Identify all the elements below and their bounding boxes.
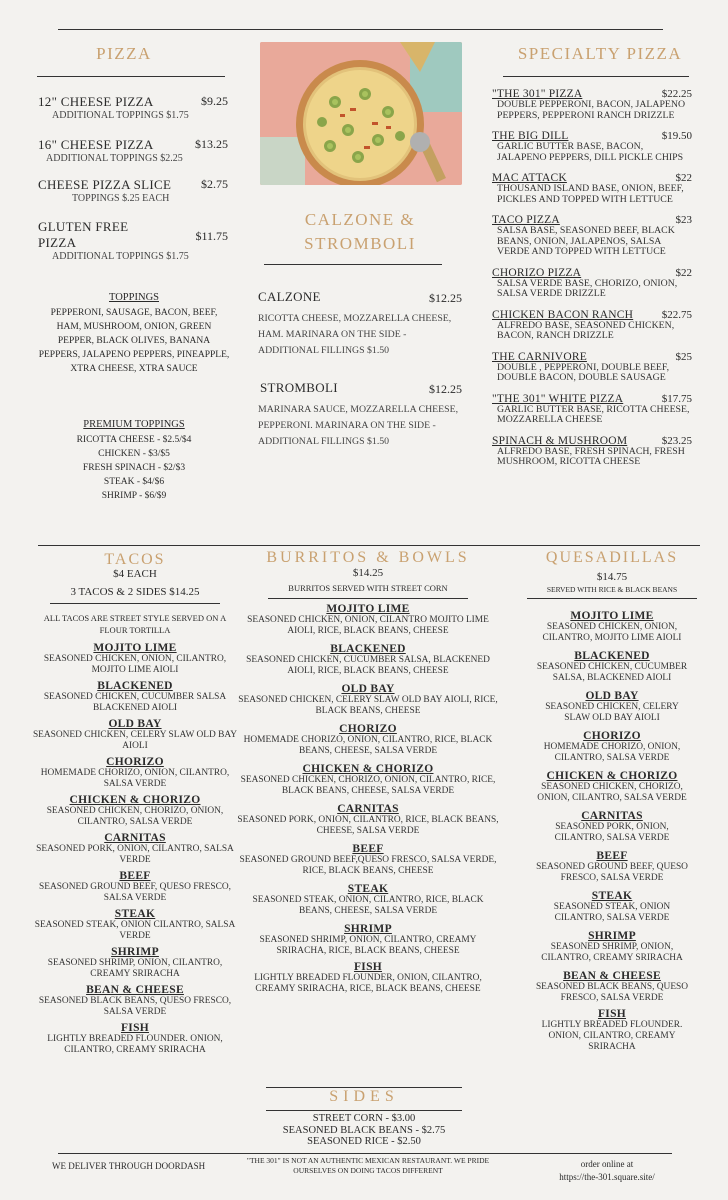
burrito-item-name: STEAK [347,883,389,895]
taco-item [30,908,240,942]
pizza-item-sub: ADDITIONAL TOPPINGS $1.75 [52,110,189,121]
burrito-item [236,883,500,917]
side-item: SEASONED BLACK BEANS - $2.75 [282,1124,446,1136]
premium-topping: RICOTTA CHEESE - $2.5/$4 [76,435,192,445]
specialty-list [492,88,692,477]
calzone-heading: CALZONE & STROMBOLI [304,210,416,253]
burrito-item-name: MOJITO LIME [326,603,410,615]
calzone-item-desc: RICOTTA CHEESE, MOZZARELLA CHEESE, HAM. MARINARA ON THE SIDE - ADDITIONAL FILLINGS $1.50 [258,313,452,356]
tacos-rule [50,603,220,604]
quesadillas-price: $14.75 [596,571,628,583]
taco-item-desc: SEASONED BLACK BEANS, QUESO FRESCO, SALSA VERDE [38,996,232,1017]
premium-topping: STEAK - $4/$6 [103,477,165,487]
quesadilla-item [512,1008,712,1053]
calzone-item [258,380,462,450]
burrito-item-name: BLACKENED [330,643,406,655]
burrito-item-desc: SEASONED GROUND BEEF,QUESO FRESCO, SALSA VERDE, RICE, BLACK BEANS, CHEESE [239,855,497,876]
premium-toppings-title: PREMIUM TOPPINGS [83,419,185,430]
specialty-item [492,351,692,384]
taco-item-desc: SEASONED PORK, ONION, CILANTRO, SALSA VERDE [36,844,234,865]
burrito-item [236,643,500,677]
calzone-item [258,289,462,359]
side-item: STREET CORN - $3.00 [312,1113,416,1124]
quesadilla-item-name: FISH [597,1008,627,1020]
pizza-item [38,137,228,164]
toppings-title: TOPPINGS [109,292,159,303]
quesadilla-item-desc: LIGHTLY BREADED FLOUNDER. ONION, CILANTRO, CREAMY SRIRACHA [541,1020,683,1052]
burrito-item-desc: SEASONED CHICKEN, CELERY SLAW OLD BAY AIOLI, RICE, BLACK BEANS, CHEESE [238,695,498,716]
pizza-item [38,177,228,204]
taco-item-name: BEAN & CHEESE [86,984,184,996]
taco-item [30,794,240,828]
specialty-item-price: $19.50 [661,130,692,142]
specialty-item-price: $25 [675,350,692,363]
taco-item [30,718,240,752]
pizza-item-name: 12" CHEESE PIZZA [38,94,154,109]
burrito-item [236,603,500,637]
quesadilla-item-desc: SEASONED GROUND BEEF, QUESO FRESCO, SALSA VERDE [536,862,688,883]
footer-order-online [522,1158,692,1184]
taco-item-desc: HOMEMADE CHORIZO, ONION, CILANTRO, SALSA VERDE [40,768,230,789]
footer-order-link[interactable]: https://the-301.square.site/ [559,1172,655,1182]
pizza-item-price: $9.25 [201,94,228,108]
taco-item-name: MOJITO LIME [93,642,177,654]
pizza-rule [37,76,225,77]
specialty-rule [503,76,689,77]
quesadilla-item-name: BEAN & CHEESE [563,970,661,982]
specialty-item-desc: DOUBLE PEPPERONI, BACON, JALAPENO PEPPERS, PEPPERONI RANCH DRIZZLE [497,99,686,121]
sides-bottom-rule [266,1110,462,1111]
specialty-heading: SPECIALTY PIZZA [517,44,683,63]
specialty-item-price: $23.25 [661,434,692,447]
burritos-section [236,549,500,999]
calzone-rule [264,264,442,265]
burritos-note: BURRITOS SERVED WITH STREET CORN [288,583,448,593]
premium-toppings-list [38,433,230,503]
burrito-item-desc: SEASONED CHICKEN, ONION, CILANTRO MOJITO LIME AIOLI, RICE, BLACK BEANS, CHEESE [247,615,489,636]
tacos-combo-price: 3 TACOS & 2 SIDES $14.25 [70,586,200,598]
pizza-item-price: $11.75 [195,229,228,243]
quesadilla-item-desc: SEASONED BLACK BEANS, QUESO FRESCO, SALSA VERDE [535,982,689,1003]
pizza-item-name: CHEESE PIZZA SLICE [38,177,172,192]
quesadilla-item-name: OLD BAY [585,690,639,702]
quesadilla-item-desc: SEASONED CHICKEN, CHORIZO, ONION, CILANTRO, SALSA VERDE [537,782,687,803]
burrito-item-name: OLD BAY [341,683,395,695]
burrito-item-desc: LIGHTLY BREADED FLOUNDER, ONION, CILANTRO, CREAMY SRIRACHA, RICE, BLACK BEANS, CHEESE [254,973,482,994]
burrito-item-desc: SEASONED CHICKEN, CHORIZO, ONION, CILANTRO, RICE, BLACK BEANS, CHEESE, SALSA VERDE [240,775,496,796]
calzone-item-desc: MARINARA SAUCE, MOZZARELLA CHEESE, PEPPERONI. MARINARA ON THE SIDE - ADDITIONAL FILLINGS $1.50 [258,404,459,447]
quesadillas-heading: QUESADILLAS [545,549,679,566]
specialty-item [492,309,692,342]
specialty-item-name: CHORIZO PIZZA [492,266,582,279]
burrito-item-name: CHICKEN & CHORIZO [302,763,434,775]
specialty-item-name: SPINACH & MUSHROOM [492,434,628,447]
quesadilla-item-desc: SEASONED PORK, ONION, CILANTRO, SALSA VERDE [554,822,670,843]
specialty-item-name: MAC ATTACK [492,172,567,184]
specialty-item-name: "THE 301" PIZZA [492,88,583,100]
pizza-heading: PIZZA [96,44,152,63]
quesadilla-item [512,610,712,644]
burritos-price: $14.25 [352,567,384,579]
specialty-item-name: THE BIG DILL [492,130,569,142]
tacos-section [30,551,240,1060]
calzone-item-name: CALZONE [258,289,321,304]
tacos-price-each: $4 EACH [113,568,157,580]
premium-topping: CHICKEN - $3/$5 [98,449,170,459]
quesadillas-note: SERVED WITH RICE & BLACK BEANS [546,585,678,594]
pizza-item-price: $13.25 [195,137,228,151]
quesadilla-item-name: CHORIZO [583,730,641,742]
specialty-item [492,267,692,300]
taco-item-desc: SEASONED STEAK, ONION CILANTRO, SALSA VERDE [34,920,236,941]
quesadilla-item-name: BEEF [596,850,628,862]
pizza-item-name: GLUTEN FREE PIZZA [38,219,129,250]
pizza-item [38,219,228,262]
quesadilla-item-desc: SEASONED STEAK, ONION CILANTRO, SALSA VERDE [553,902,671,923]
premium-toppings-block [38,419,230,503]
quesadilla-item [512,890,712,924]
specialty-item-desc: ALFREDO BASE, FRESH SPINACH, FRESH MUSHROOM, RICOTTA CHEESE [497,445,685,467]
burrito-item [236,961,500,995]
taco-item [30,1022,240,1056]
taco-item-desc: SEASONED CHICKEN, CUCUMBER SALSA BLACKENED AIOLI [43,692,227,713]
specialty-item-price: $22.75 [661,308,692,321]
specialty-item-desc: GARLIC BUTTER BASE, RICOTTA CHEESE, MOZZARELLA CHEESE [497,403,690,425]
footer-order-label: order online at [580,1159,634,1169]
taco-item-name: CHORIZO [106,756,164,768]
calzone-item-name: STROMBOLI [260,380,338,395]
specialty-item [492,88,692,121]
burrito-item-name: FISH [353,961,383,973]
burrito-item [236,923,500,957]
specialty-item [492,130,692,163]
taco-item-name: SHRIMP [111,946,159,958]
toppings-list: PEPPERONI, SAUSAGE, BACON, BEEF, HAM, MUSHROOM, ONION, GREEN PEPPER, BLACK OLIVES, BANANA PEPPERS, JALAPENO PEPPERS, PINEAPPLE, XTRA CHEESE, XTRA SAUCE [38,308,230,374]
quesadilla-item-desc: SEASONED CHICKEN, CELERY SLAW OLD BAY AIOLI [545,702,679,723]
quesadilla-item [512,810,712,844]
taco-item-name: CARNITAS [104,832,166,844]
taco-item [30,870,240,904]
burrito-item-name: SHRIMP [344,923,392,935]
taco-item-desc: SEASONED GROUND BEEF, QUESO FRESCO, SALSA VERDE [39,882,231,903]
premium-topping: FRESH SPINACH - $2/$3 [82,463,186,473]
pizza-item-sub: ADDITIONAL TOPPINGS $1.75 [52,251,189,262]
specialty-item-price: $23 [675,214,692,226]
premium-topping: SHRIMP - $6/$9 [101,491,167,501]
taco-item-desc: SEASONED SHRIMP, ONION, CILANTRO, CREAMY SRIRACHA [47,958,223,979]
quesadilla-item-name: SHRIMP [588,930,636,942]
calzone-item-price: $12.25 [429,382,462,396]
pizza-item-sub: TOPPINGS $.25 EACH [72,193,170,204]
burrito-item [236,803,500,837]
taco-item-desc: LIGHTLY BREADED FLOUNDER. ONION, CILANTRO, CREAMY SRIRACHA [47,1034,223,1055]
taco-item-desc: SEASONED CHICKEN, CHORIZO, ONION, CILANTRO, SALSA VERDE [46,806,224,827]
quesadilla-item-name: STEAK [591,890,633,902]
sides-list [256,1113,472,1148]
quesadilla-item-name: MOJITO LIME [570,610,654,622]
specialty-item-name: "THE 301" WHITE PIZZA [492,392,624,405]
pizza-illustration [260,42,462,185]
specialty-item-desc: THOUSAND ISLAND BASE, ONION, BEEF, PICKLES AND TOPPED WITH LETTUCE [497,183,684,205]
taco-item [30,756,240,790]
pizza-item-sub: ADDITIONAL TOPPINGS $2.25 [46,153,183,164]
burrito-item-name: BEEF [352,843,384,855]
specialty-item-name: THE CARNIVORE [492,350,587,363]
specialty-item-desc: DOUBLE , PEPPERONI, DOUBLE BEEF, DOUBLE BACON, DOUBLE SAUSAGE [497,361,670,383]
burrito-item-desc: SEASONED CHICKEN, CUCUMBER SALSA, BLACKENED AIOLI, RICE, BLACK BEANS, CHEESE [246,655,490,676]
taco-item [30,642,240,676]
specialty-item [492,172,692,205]
specialty-item-desc: SALSA VERDE BASE, CHORIZO, ONION, SALSA VERDE DRIZZLE [497,277,678,299]
tacos-heading: TACOS [104,551,166,568]
burrito-item-desc: SEASONED PORK, ONION, CILANTRO, RICE, BLACK BEANS, CHEESE, SALSA VERDE [237,815,499,836]
burrito-item [236,723,500,757]
specialty-item-desc: SALSA BASE, SEASONED BEEF, BLACK BEANS, ONION, JALAPENOS, SALSA VERDE AND TOPPED WITH LETTUCE [497,225,675,257]
specialty-item-name: TACO PIZZA [492,214,560,226]
burrito-item-desc: HOMEMADE CHORIZO, ONION, CILANTRO, RICE, BLACK BEANS, CHEESE, SALSA VERDE [243,735,493,756]
specialty-item-price: $22 [675,172,692,184]
pizza-item [38,94,228,121]
burrito-item [236,763,500,797]
footer-delivery: WE DELIVER THROUGH DOORDASH [52,1161,206,1171]
taco-item [30,984,240,1018]
taco-item-name: BLACKENED [97,680,173,692]
middle-rule [38,545,700,546]
burrito-item [236,683,500,717]
quesadilla-item-name: BLACKENED [574,650,650,662]
burrito-item-desc: SEASONED STEAK, ONION, CILANTRO, RICE, BLACK BEANS, CHEESE, SALSA VERDE [252,895,484,916]
toppings-block [38,292,230,376]
quesadilla-item [512,690,712,724]
quesadilla-item [512,770,712,804]
taco-item-name: STEAK [114,908,156,920]
burrito-item-name: CHORIZO [339,723,397,735]
calzone-item-price: $12.25 [429,291,462,305]
taco-item-desc: SEASONED CHICKEN, CELERY SLAW OLD BAY AIOLI [32,730,238,751]
specialty-item-price: $17.75 [661,392,692,405]
specialty-item-price: $22 [675,266,692,279]
specialty-item [492,393,692,426]
taco-item-name: CHICKEN & CHORIZO [69,794,201,806]
top-rule [58,29,663,30]
side-item: SEASONED RICE - $2.50 [307,1136,421,1147]
taco-item [30,946,240,980]
specialty-item-price: $22.25 [661,88,692,100]
taco-item-name: OLD BAY [108,718,162,730]
footer-disclaimer: "THE 301" IS NOT AN AUTHENTIC MEXICAN RESTAURANT. WE PRIDE OURSELVES ON DOING TACOS DIFFERENT [246,1156,490,1175]
burritos-rule [268,598,468,599]
taco-item-desc: SEASONED CHICKEN, ONION, CILANTRO, MOJITO LIME AIOLI [43,654,227,675]
quesadilla-item [512,650,712,684]
burrito-item-name: CARNITAS [337,803,399,815]
pizza-item-name: 16" CHEESE PIZZA [38,137,154,152]
quesadilla-item-name: CARNITAS [581,810,643,822]
taco-item-name: FISH [120,1022,150,1034]
sides-heading: SIDES [329,1088,399,1105]
quesadilla-item-desc: SEASONED SHRIMP, ONION, CILANTRO, CREAMY SRIRACHA [541,942,683,963]
burritos-heading: BURRITOS & BOWLS [266,549,470,566]
quesadilla-item-desc: HOMEMADE CHORIZO, ONION, CILANTRO, SALSA VERDE [543,742,681,763]
specialty-item [492,435,692,468]
taco-item [30,832,240,866]
quesadillas-rule [527,598,697,599]
taco-item [30,680,240,714]
quesadilla-item-desc: SEASONED CHICKEN, CUCUMBER SALSA, BLACKENED AIOLI [536,662,688,683]
pizza-item-price: $2.75 [201,177,228,191]
burrito-item [236,843,500,877]
quesadilla-item [512,930,712,964]
burrito-item-desc: SEASONED SHRIMP, ONION, CILANTRO, CREAMY SRIRACHA, RICE, BLACK BEANS, CHEESE [259,935,477,956]
specialty-item-name: CHICKEN BACON RANCH [492,308,634,321]
footer-rule [58,1153,672,1154]
specialty-item-desc: ALFREDO BASE, SEASONED CHICKEN, BACON, RANCH DRIZZLE [497,319,675,341]
quesadilla-item [512,970,712,1004]
pizza-photo [260,42,462,185]
quesadilla-item [512,850,712,884]
specialty-item [492,214,692,258]
quesadillas-section [512,549,712,1057]
taco-item-name: BEEF [119,870,151,882]
specialty-item-desc: GARLIC BUTTER BASE, BACON, JALAPENO PEPPERS, DILL PICKLE CHIPS [497,141,684,163]
quesadilla-item-desc: SEASONED CHICKEN, ONION, CILANTRO, MOJITO LIME AIOLI [542,622,682,643]
quesadilla-item [512,730,712,764]
quesadilla-item-name: CHICKEN & CHORIZO [546,770,678,782]
tacos-note: ALL TACOS ARE STREET STYLE SERVED ON A FLOUR TORTILLA [43,613,227,635]
